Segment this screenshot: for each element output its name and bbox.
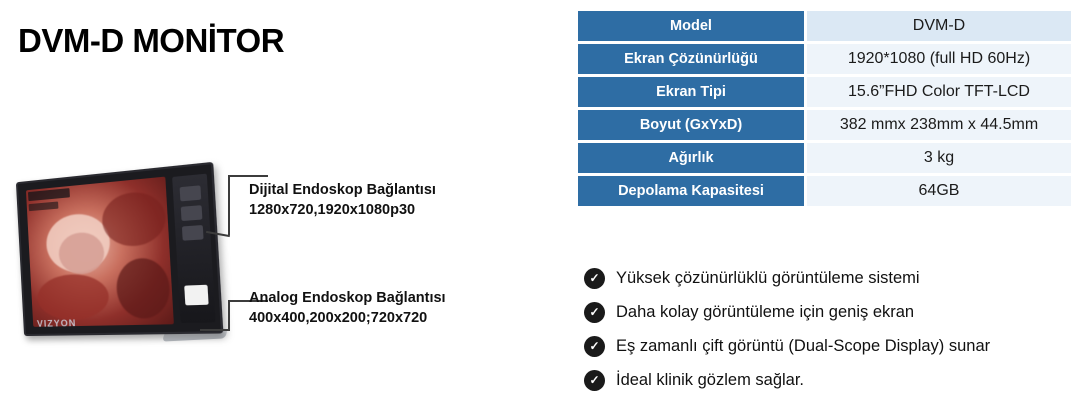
monitor-screen-image: [26, 177, 174, 327]
table-row: [578, 143, 1071, 173]
list-item: [584, 302, 1084, 323]
feature-text: Eş zamanlı çift görüntü (Dual-Scope Display) sunar: [616, 337, 991, 355]
spec-label: Ekran Çözünürlüğü: [578, 44, 807, 74]
callout-1-title: Dijital Endoskop Bağlantısı: [249, 182, 436, 198]
callout-2-title: Analog Endoskop Bağlantısı: [249, 290, 446, 306]
table-row: [578, 11, 1071, 41]
callout-elbow-2: [228, 300, 230, 330]
callout-2: [249, 288, 446, 328]
monitor-bezel: [16, 162, 224, 336]
list-item: [584, 268, 1084, 289]
table-row: [578, 176, 1071, 206]
callout-elbow-1: [228, 175, 230, 235]
table-row: [578, 110, 1071, 140]
spec-value: 64GB: [807, 176, 1071, 206]
check-badge-icon: ✓: [584, 336, 605, 357]
specification-table: [578, 8, 1071, 209]
spec-label: Ağırlık: [578, 143, 807, 173]
table-row: [578, 44, 1071, 74]
spec-value: 1920*1080 (full HD 60Hz): [807, 44, 1071, 74]
monitor-illustration: [14, 170, 234, 355]
callout-1: [249, 180, 436, 220]
list-item: [584, 370, 1084, 391]
feature-list: [584, 268, 1084, 404]
right-panel: [578, 0, 1085, 418]
check-badge-icon: ✓: [584, 370, 605, 391]
spec-value: DVM-D: [807, 11, 1071, 41]
spec-label: Depolama Kapasitesi: [578, 176, 807, 206]
callout-2-detail: 400x400,200x200;720x720: [249, 310, 428, 326]
spec-value: 3 kg: [807, 143, 1071, 173]
monitor-control-panel: [172, 174, 215, 323]
callout-leader-1: [228, 175, 268, 177]
spec-label: Boyut (GxYxD): [578, 110, 807, 140]
feature-text: Yüksek çözünürlüklü görüntüleme sistemi: [616, 269, 920, 287]
check-badge-icon: ✓: [584, 302, 605, 323]
list-item: [584, 336, 1084, 357]
callout-tail-2: [200, 329, 230, 331]
device-logo: VIZYON: [36, 317, 77, 329]
spec-value: 15.6”FHD Color TFT-LCD: [807, 77, 1071, 107]
page-title: DVM-D MONİTOR: [18, 22, 285, 59]
feature-text: Daha kolay görüntüleme için geniş ekran: [616, 303, 915, 321]
check-badge-icon: ✓: [584, 268, 605, 289]
spec-label: Ekran Tipi: [578, 77, 807, 107]
callout-1-detail: 1280x720,1920x1080p30: [249, 202, 416, 218]
spec-value: 382 mmx 238mm x 44.5mm: [807, 110, 1071, 140]
feature-text: İdeal klinik gözlem sağlar.: [616, 371, 805, 389]
table-row: [578, 77, 1071, 107]
spec-label: Model: [578, 11, 807, 41]
specification-table-body: [578, 11, 1071, 206]
